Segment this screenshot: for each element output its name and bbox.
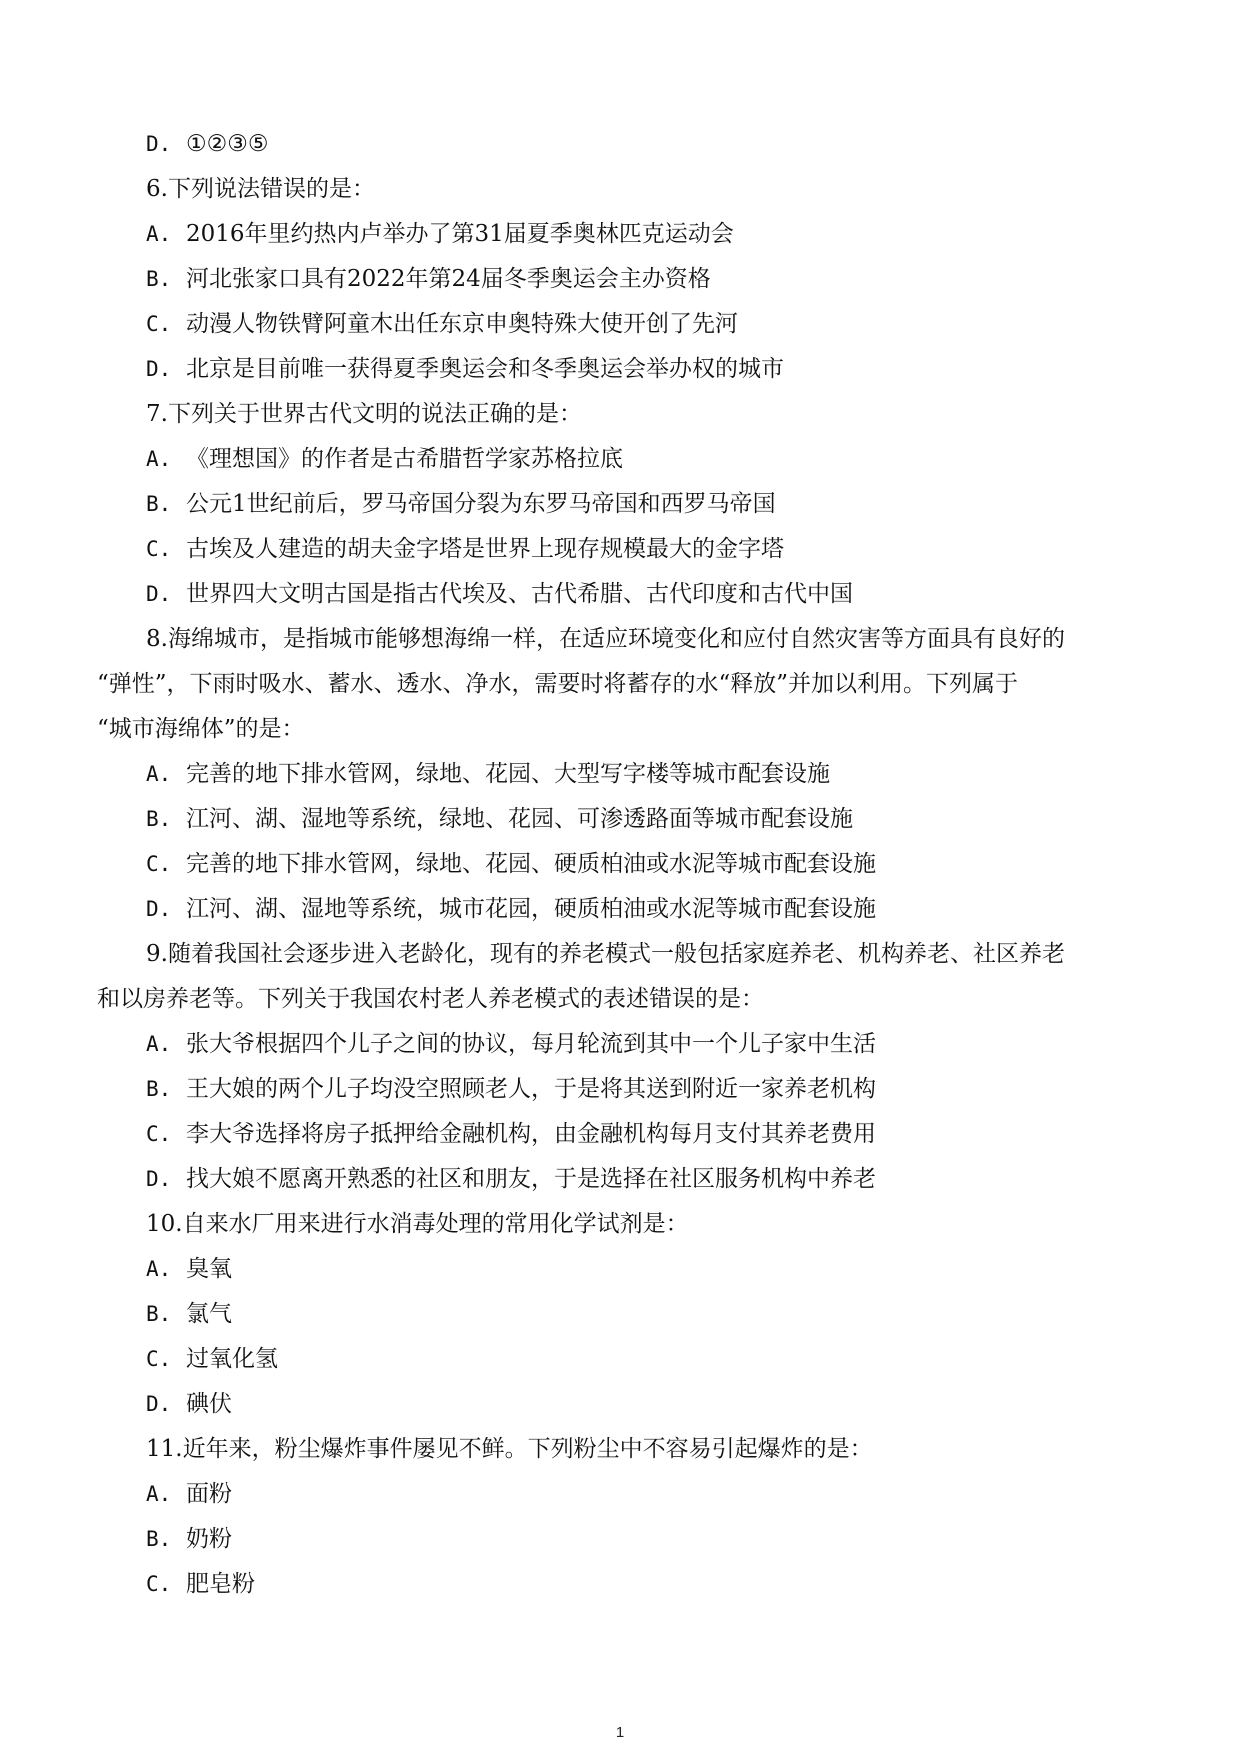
option-letter: D. (146, 582, 172, 606)
option-letter: D. (146, 357, 172, 381)
answer-option (97, 1112, 1147, 1157)
answer-option (97, 1247, 1147, 1292)
question-list (97, 122, 1147, 1607)
answer-option (97, 1562, 1147, 1607)
answer-option (97, 1022, 1147, 1067)
option-text: 公元1世纪前后，罗马帝国分裂为东罗马帝国和西罗马帝国 (186, 491, 776, 517)
option-text: 李大爷选择将房子抵押给金融机构，由金融机构每月支付其养老费用 (186, 1121, 876, 1147)
option-text: 古埃及人建造的胡夫金字塔是世界上现存规模最大的金字塔 (186, 536, 784, 562)
option-letter: D. (146, 1167, 172, 1191)
option-text: 北京是目前唯一获得夏季奥运会和冬季奥运会举办权的城市 (186, 356, 784, 382)
option-letter: A. (146, 1032, 172, 1056)
question-stem-continuation: “弹性”，下雨时吸水、蓄水、透水、净水，需要时将蓄存的水“释放”并加以利用。下列属于 (97, 671, 1019, 697)
question-stem: 8.海绵城市，是指城市能够想海绵一样，在适应环境变化和应付自然灾害等方面具有良好的 (146, 626, 1065, 652)
page-number: 1 (615, 1724, 625, 1741)
option-text: 江河、湖、湿地等系统，城市花园，硬质柏油或水泥等城市配套设施 (186, 896, 876, 922)
option-letter: C. (146, 1572, 172, 1596)
option-letter: C. (146, 312, 172, 336)
option-text: 完善的地下排水管网，绿地、花园、大型写字楼等城市配套设施 (186, 761, 830, 787)
question-stem: 11.近年来，粉尘爆炸事件屡见不鲜。下列粉尘中不容易引起爆炸的是： (146, 1436, 873, 1462)
answer-option (97, 752, 1147, 797)
answer-option (97, 437, 1147, 482)
answer-option (97, 1382, 1147, 1427)
answer-option (97, 347, 1147, 392)
answer-option (97, 887, 1147, 932)
answer-option (97, 1472, 1147, 1517)
option-letter: A. (146, 1257, 172, 1281)
option-letter: A. (146, 222, 172, 246)
option-letter: A. (146, 762, 172, 786)
question-stem: 9.随着我国社会逐步进入老龄化，现有的养老模式一般包括家庭养老、机构养老、社区养老 (146, 941, 1065, 967)
answer-option (97, 302, 1147, 347)
option-letter: C. (146, 1347, 172, 1371)
option-letter: C. (146, 537, 172, 561)
answer-option (97, 527, 1147, 572)
answer-option (97, 1292, 1147, 1337)
option-text: 碘伏 (186, 1391, 232, 1417)
option-text: 面粉 (186, 1481, 232, 1507)
option-text: 氯气 (186, 1301, 232, 1327)
option-text: 臭氧 (186, 1256, 232, 1282)
answer-option (97, 1157, 1147, 1202)
answer-option (97, 1337, 1147, 1382)
answer-option (97, 1067, 1147, 1112)
answer-option (97, 572, 1147, 617)
option-letter: D. (146, 897, 172, 921)
question-stem: 6.下列说法错误的是： (146, 176, 375, 202)
option-letter: B. (146, 1077, 172, 1101)
option-letter: B. (146, 1527, 172, 1551)
option-text: 奶粉 (186, 1526, 232, 1552)
question-stem-continuation: 和以房养老等。下列关于我国农村老人养老模式的表述错误的是： (97, 986, 764, 1012)
answer-option (97, 842, 1147, 887)
option-letter: A. (146, 1482, 172, 1506)
option-text: 江河、湖、湿地等系统，绿地、花园、可渗透路面等城市配套设施 (186, 806, 853, 832)
answer-option (97, 212, 1147, 257)
option-text: 2016年里约热内卢举办了第31届夏季奥林匹克运动会 (186, 221, 734, 247)
option-letter: A. (146, 447, 172, 471)
answer-option (97, 257, 1147, 302)
question-stem-continuation: “城市海绵体”的是： (97, 716, 305, 742)
option-letter: B. (146, 492, 172, 516)
answer-option (97, 482, 1147, 527)
option-text: 《理想国》的作者是古希腊哲学家苏格拉底 (186, 446, 623, 472)
answer-option (97, 1517, 1147, 1562)
option-text: 张大爷根据四个儿子之间的协议，每月轮流到其中一个儿子家中生活 (186, 1031, 876, 1057)
option-letter: D. (146, 1392, 172, 1416)
answer-option (97, 122, 1147, 167)
option-text: 河北张家口具有2022年第24届冬季奥运会主办资格 (186, 266, 711, 292)
option-letter: D. (146, 132, 172, 156)
option-text: 王大娘的两个儿子均没空照顾老人，于是将其送到附近一家养老机构 (186, 1076, 876, 1102)
option-text: ①②③⑤ (186, 131, 269, 157)
option-letter: B. (146, 267, 172, 291)
question-stem: 7.下列关于世界古代文明的说法正确的是： (146, 401, 582, 427)
option-text: 动漫人物铁臂阿童木出任东京申奥特殊大使开创了先河 (186, 311, 738, 337)
option-letter: C. (146, 1122, 172, 1146)
option-letter: C. (146, 852, 172, 876)
question-stem: 10.自来水厂用来进行水消毒处理的常用化学试剂是： (146, 1211, 689, 1237)
option-text: 肥皂粉 (186, 1571, 255, 1597)
option-letter: B. (146, 1302, 172, 1326)
option-text: 找大娘不愿离开熟悉的社区和朋友，于是选择在社区服务机构中养老 (186, 1166, 876, 1192)
option-text: 过氧化氢 (186, 1346, 278, 1372)
option-text: 世界四大文明古国是指古代埃及、古代希腊、古代印度和古代中国 (186, 581, 853, 607)
option-letter: B. (146, 807, 172, 831)
answer-option (97, 797, 1147, 842)
option-text: 完善的地下排水管网，绿地、花园、硬质柏油或水泥等城市配套设施 (186, 851, 876, 877)
